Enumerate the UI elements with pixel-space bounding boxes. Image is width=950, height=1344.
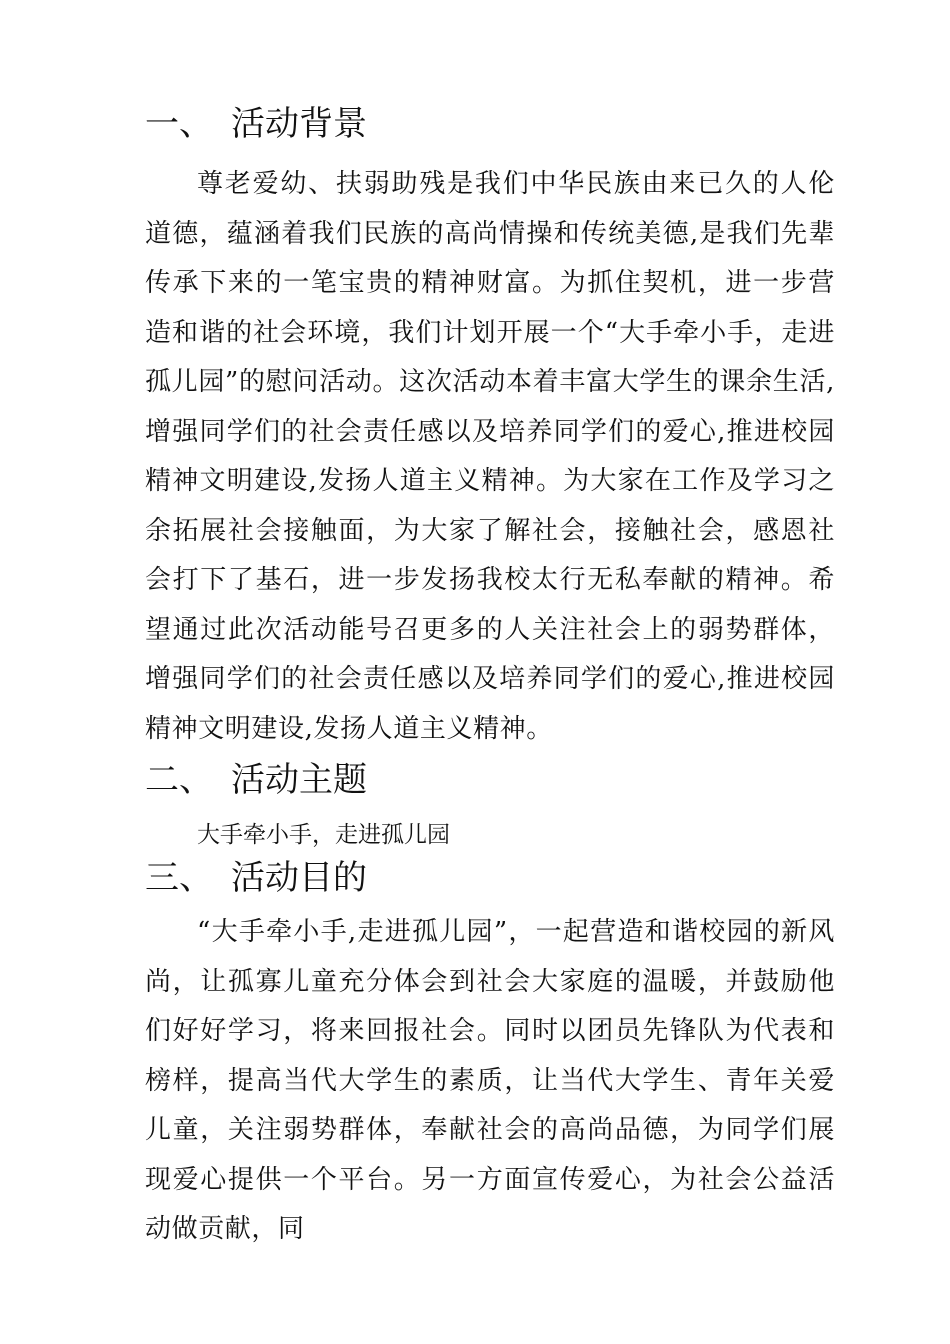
section-title: 活动目的 (231, 858, 367, 898)
section-number: 三、 (145, 858, 213, 898)
section-body-purpose: “大手牵小手,走进孤儿园”，一起营造和谐校园的新风尚，让孤寡儿童充分体会到社会大家庭的温暖，并鼓励他们好好学习，将来回报社会。同时以团员先锋队为代表和榜样，提高当代大学生的素质，让当代大学生、青年关爱儿童，关注弱势群体，奉献社会的高尚品德，为同学们展现爱心提供一个平台。另一方面宣传爱心，为社会公益活动做贡献，同 (145, 917, 835, 1244)
section-title: 活动主题 (231, 760, 367, 800)
section-number: 一、 (145, 104, 213, 144)
section-body-theme: 大手牵小手，走进孤儿园 (197, 822, 450, 848)
section-number: 二、 (145, 760, 213, 800)
section-body-background: 尊老爱幼、扶弱助残是我们中华民族由来已久的人伦道德，蕴涵着我们民族的高尚情操和传统美德,是我们先辈传承下来的一笔宝贵的精神财富。为抓住契机，进一步营造和谐的社会环境，我们计划开展一个“大手牵小手，走进孤儿园”的慰问活动。这次活动本着丰富大学生的课余生活,增强同学们的社会责任感以及培养同学们的爱心,推进校园精神文明建设,发扬人道主义精神。为大家在工作及学习之余拓展社会接触面，为大家了解社会，接触社会，感恩社会打下了基石，进一步发扬我校太行无私奉献的精神。希望通过此次活动能号召更多的人关注社会上的弱势群体，增强同学们的社会责任感以及培养同学们的爱心,推进校园精神文明建设,发扬人道主义精神。 (145, 169, 835, 744)
section-heading-purpose (145, 854, 835, 902)
section-title: 活动背景 (231, 104, 367, 144)
document-page (145, 100, 835, 1255)
section-heading-theme (145, 756, 835, 804)
section-heading-background (145, 100, 835, 148)
